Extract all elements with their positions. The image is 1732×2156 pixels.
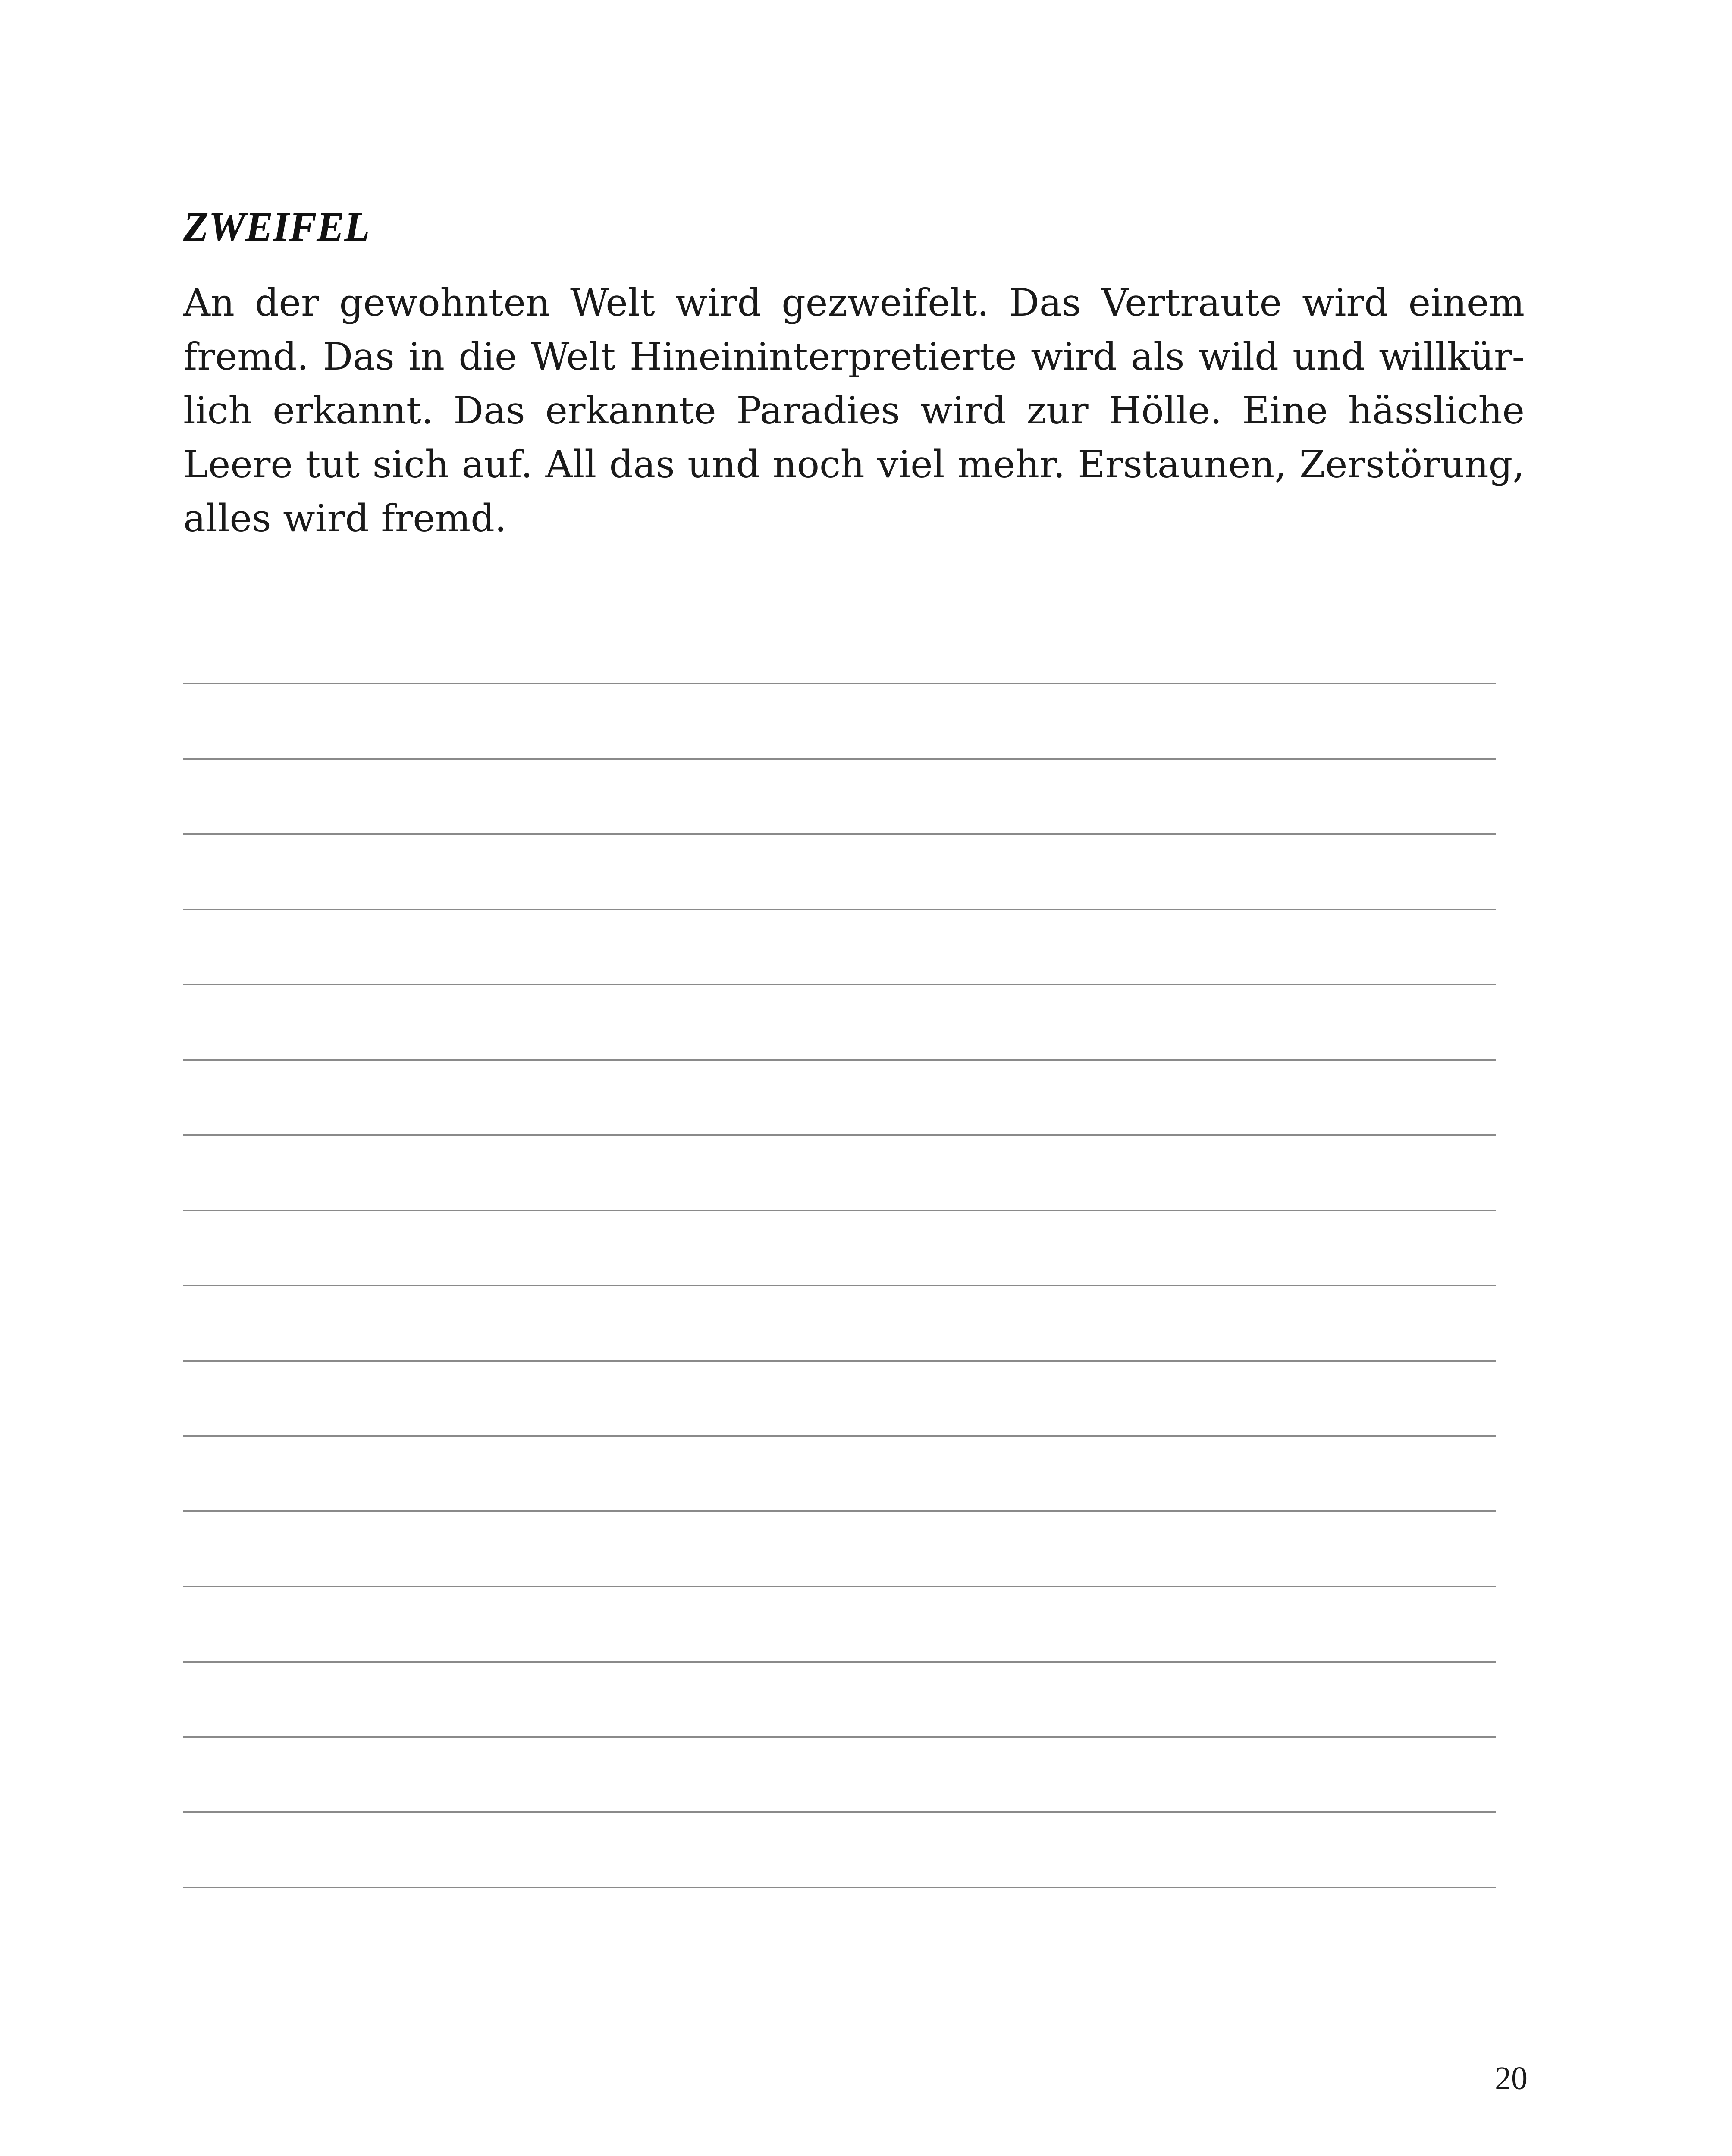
writing-line <box>183 683 1496 684</box>
writing-line <box>183 1134 1496 1136</box>
writing-line <box>183 1360 1496 1362</box>
writing-line <box>183 1586 1496 1587</box>
writing-line <box>183 1661 1496 1663</box>
writing-line <box>183 833 1496 835</box>
writing-line <box>183 1510 1496 1512</box>
writing-line <box>183 758 1496 760</box>
section-heading: ZWEIFEL <box>183 204 370 250</box>
writing-line <box>183 909 1496 910</box>
writing-line <box>183 1210 1496 1211</box>
writing-line <box>183 1811 1496 1813</box>
writing-line <box>183 1736 1496 1738</box>
writing-line <box>183 1435 1496 1437</box>
body-paragraph: An der gewohnten Welt wird gezweifelt. Das Vertraute wird einem fremd. Das in die Welt Hineininterpretierte wird als wild und willkürlich erkannt. Das erkannte Paradies wird zur Hölle. Eine hässliche Leere tut sich auf. All das und noch viel mehr. Erstaunen, Zerstörung, alles wird fremd. <box>183 281 1525 540</box>
writing-line <box>183 1285 1496 1286</box>
writing-line <box>183 984 1496 985</box>
page-number: 20 <box>1495 2060 1528 2096</box>
writing-line <box>183 1887 1496 1888</box>
writing-line <box>183 1059 1496 1061</box>
